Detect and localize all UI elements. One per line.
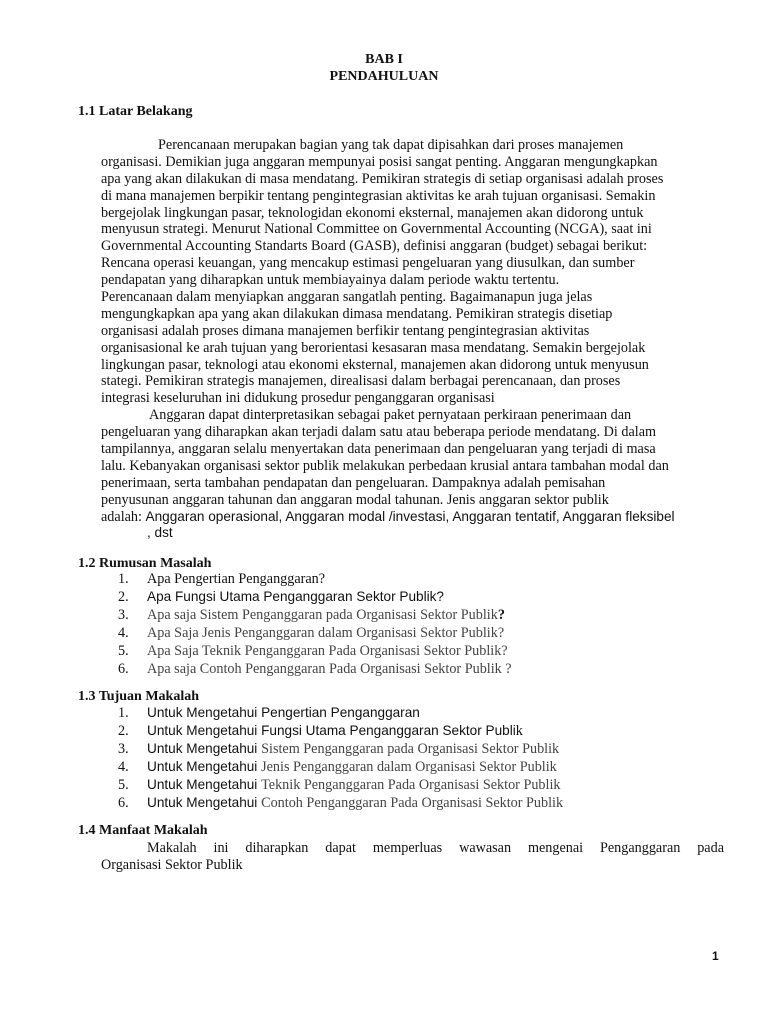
- list-item: [118, 607, 512, 625]
- list-text: k: [515, 723, 523, 739]
- list-number: 1.: [118, 571, 129, 587]
- chapter-title: PENDAHULUAN: [329, 69, 439, 84]
- budget-types-line: [101, 509, 724, 526]
- paragraph-line: Perencanaan dalam menyiapkan anggaran sangatlah penting. Bagaimanapun juga jelas: [101, 289, 593, 306]
- paragraph-line: Organisasi Sektor Publik: [101, 856, 243, 873]
- list-text-tail: ?: [497, 607, 505, 623]
- list-item: [118, 777, 563, 795]
- list-lead: Untuk Mengetahui: [147, 741, 262, 756]
- budget-types-list: Anggaran operasional, Anggaran modal /investasi, Anggaran tentatif, Anggaran fleksibel: [145, 508, 675, 524]
- list-number: 3.: [118, 607, 129, 623]
- section-heading-latar-belakang: 1.1 Latar Belakang: [78, 104, 193, 119]
- list-number: 3.: [118, 741, 129, 757]
- section-heading-manfaat-makalah: 1.4 Manfaat Makalah: [78, 823, 208, 838]
- paragraph-line: apa yang akan dilakukan di masa mendatang. Pemikiran strategis di setiap organisasi adalah proses: [101, 170, 664, 187]
- list-text: Contoh Penganggaran Pada Organisasi Sektor Publik: [261, 795, 564, 811]
- list-text: Apa Saja Jenis Penganggaran dalam Organisasi Sektor Publik?: [147, 625, 505, 641]
- paragraph-line: lalu. Kebanyakan organisasi sektor publik melakukan perbedaan krusial antara tambahan modal dan: [101, 457, 669, 474]
- paragraph-line: di mana manajemen berpikir tentang pengintegrasian aktivitas ke arah tujuan organisasi. Semakin: [101, 187, 656, 204]
- list-number: 2.: [118, 589, 129, 605]
- list-text: Apa Pengertian Penganggaran?: [147, 571, 326, 587]
- list-number: 4.: [118, 759, 129, 775]
- list-number: 1.: [118, 705, 129, 721]
- list-text: Apa saja Sistem Penganggaran pada Organisasi Sektor Publik: [147, 607, 498, 623]
- paragraph-line: bergejolak lingkungan pasar, teknologidan ekonomi eksternal, manajemen akan didorong untuk: [101, 204, 644, 221]
- list-text: Apa saja Contoh Penganggaran Pada Organisasi Sektor Publik ?: [147, 661, 512, 677]
- list-number: 5.: [118, 643, 129, 659]
- list-number: 6.: [118, 795, 129, 811]
- budget-types-continuation: , dst: [147, 525, 173, 541]
- manfaat-paragraph: [101, 840, 724, 874]
- list-item: [118, 723, 563, 741]
- paragraph-line: Rencana operasi keuangan, yang mencakup estimasi pengeluaran yang diusulkan, dan sumber: [101, 255, 635, 272]
- tujuan-makalah-list: [118, 705, 563, 813]
- list-item: [118, 643, 512, 661]
- paragraph-line: pengeluaran yang diharapkan akan terjadi dalam satu atau beberapa periode mendatang. Di dalam: [101, 424, 657, 441]
- paragraph-line: tampilannya, anggaran selalu menyertakan data penerimaan dan pengeluaran yang terjadi di masa: [101, 441, 656, 458]
- list-item: [118, 571, 512, 589]
- list-text: Apa Saja Teknik Penganggaran Pada Organisasi Sektor Publik?: [147, 643, 508, 659]
- list-text: Teknik Penganggaran Pada Organisasi Sektor Publik: [261, 777, 561, 793]
- paragraph-line: pendapatan yang diharapkan untuk membiayainya dalam periode waktu tertentu.: [101, 272, 560, 289]
- paragraph-line: integrasi keseluruhan ini didukung prosedur penganggaran organisasi: [101, 390, 495, 407]
- list-item: [118, 759, 563, 777]
- list-item: [118, 741, 563, 759]
- paragraph-line: mengungkapkan apa yang akan dilakukan dimasa mendatang. Pemikiran strategis disetiap: [101, 305, 613, 322]
- paragraph-line: stategi. Pemikiran strategis manajemen, direalisasi dalam berbagai perencanaan, dan proses: [101, 373, 621, 390]
- list-lead: Untuk Mengetahui: [147, 777, 262, 792]
- list-number: 4.: [118, 625, 129, 641]
- list-lead: Untuk Mengetahui: [147, 759, 262, 774]
- list-item: [118, 795, 563, 813]
- paragraph-line: Makalah ini diharapkan dapat memperluas wawasan mengenai Penganggaran pada: [147, 840, 724, 856]
- paragraph-line: organisasi. Demikian juga anggaran mempunyai posisi sangat penting. Anggaran mengungkapkan: [101, 153, 658, 170]
- list-text: Jenis Penganggaran dalam Organisasi Sektor Publik: [261, 759, 557, 775]
- list-item: [118, 589, 512, 607]
- paragraph-line: lingkungan pasar, teknologi atau ekonomi eksternal, manajemen akan didorong untuk menyusun: [101, 356, 649, 373]
- paragraph-line: Anggaran dapat dinterpretasikan sebagai paket pernyataan perkiraan penerimaan dan: [149, 407, 632, 424]
- page-number: 1: [712, 949, 719, 963]
- paragraph-line: Governmental Accounting Standarts Board (GASB), definisi anggaran (budget) sebagai berikut:: [101, 238, 648, 255]
- budget-types-prefix: adalah:: [101, 508, 146, 525]
- list-lead: Untuk Mengetahui Fungsi Utama Penganggaran Sektor Publi: [147, 723, 516, 738]
- list-item: [118, 661, 512, 679]
- chapter-label: BAB I: [365, 52, 403, 67]
- list-number: 2.: [118, 723, 129, 739]
- paragraph-line: organisasi adalah proses dimana manajemen berfikir tentang pengintegrasian aktivitas: [101, 322, 590, 339]
- paragraph-line: Perencanaan merupakan bagian yang tak dapat dipisahkan dari proses manajemen: [158, 137, 624, 153]
- rumusan-masalah-list: [118, 571, 512, 679]
- paragraph-line: organisasional ke arah tujuan yang berorientasi kesasaran masa mendatang. Semakin bergejolak: [101, 339, 646, 356]
- list-lead: Untuk Mengetahui: [147, 795, 262, 810]
- list-lead: Untuk Mengetahui Pengertian Penganggaran: [147, 705, 420, 720]
- latar-belakang-paragraph: [101, 137, 724, 542]
- list-text: Apa Fungsi Utama Penganggaran Sektor Publik?: [147, 589, 444, 604]
- paragraph-line: menyusun strategi. Menurut National Committee on Governmental Accounting (NCGA), saat ini: [101, 221, 652, 238]
- paragraph-line: penerimaan, serta tambahan pendapatan dan pengeluaran. Dampaknya adalah pemisahan: [101, 474, 606, 491]
- section-heading-tujuan-makalah: 1.3 Tujuan Makalah: [78, 689, 199, 704]
- paragraph-line: penyusunan anggaran tahunan dan anggaran modal tahunan. Jenis anggaran sektor publik: [101, 491, 609, 508]
- section-heading-rumusan-masalah: 1.2 Rumusan Masalah: [78, 556, 212, 571]
- list-item: [118, 625, 512, 643]
- list-item: [118, 705, 563, 723]
- list-number: 6.: [118, 661, 129, 677]
- list-text: Sistem Penganggaran pada Organisasi Sektor Publik: [261, 741, 560, 757]
- list-number: 5.: [118, 777, 129, 793]
